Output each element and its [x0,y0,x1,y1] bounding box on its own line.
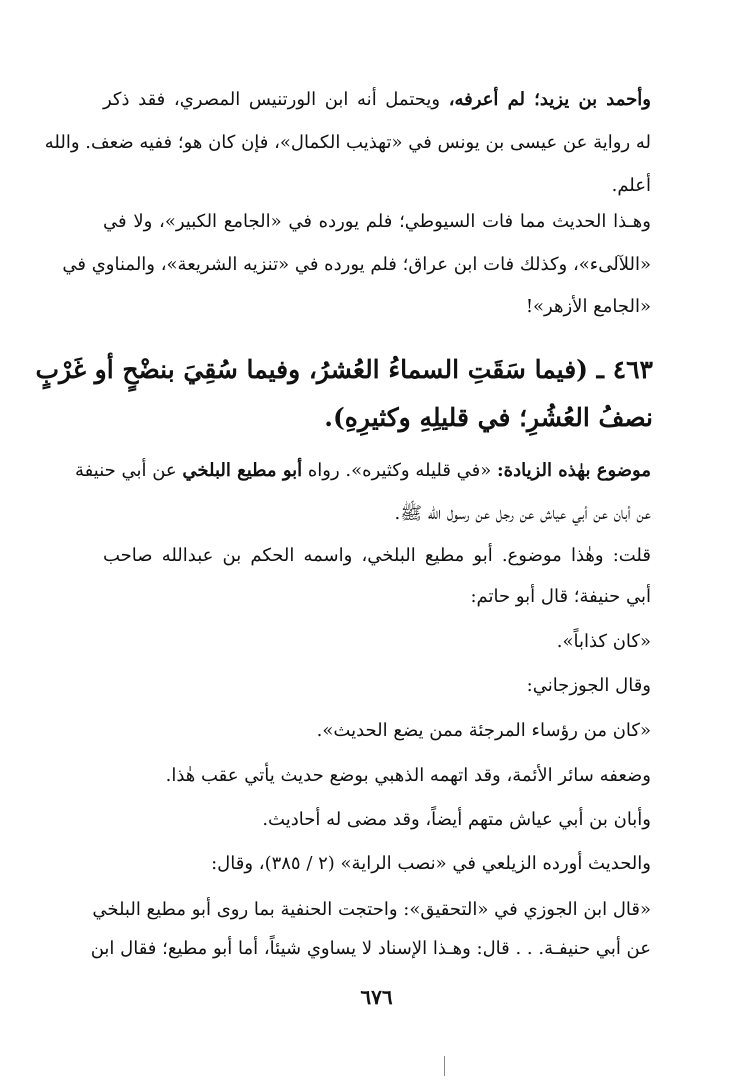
body-line9: وأبان بن أبي عياش متهم أيضاً، وقد مضى له أحاديث. [262,809,651,830]
body-line1-mid: «في قليله وكثيره». رواه [302,460,498,481]
para2-line2: «اللآلىء»، وكذلك فات ابن عراق؛ فلم يورده في «تنزيه الشريعة»، والمناوي في [62,254,651,275]
para1-line1-text: ويحتمل أنه ابن الورتنيس المصري، فقد ذكر [103,89,449,110]
hadith-heading-line2: نصفُ العُشُرِ؛ في قليلِهِ وكثيرِهِ). [324,403,653,432]
body-line2: عن أبان عن أبي عياش عن رجل عن رسول الله ﷺ. [394,503,651,524]
body-line4: أبي حنيفة؛ قال أبو حاتم: [470,586,651,607]
para2-line1: وهـذا الحديث مما فات السيوطي؛ فلم يورده في «الجامع الكبير»، ولا في [103,211,651,232]
body-line12: عن أبي حنيفـة. . . قال: وهـذا الإسناد لا يساوي شيئاً، أما أبو مطيع؛ فقال ابن [90,938,651,959]
body-line1 [75,457,651,485]
body-line10: والحديث أورده الزيلعي في «نصب الراية» (٢ / ٣٨٥)، وقال: [211,853,651,874]
para1-line2: له رواية عن عيسى بن يونس في «تهذيب الكمال»، فإن كان هو؛ ففيه ضعف. والله [44,132,651,153]
para2-line3: «الجامع الأزهر»! [525,296,651,317]
body-line11: «قال ابن الجوزي في «التحقيق»: واحتجت الحنفية بما روى أبو مطيع البلخي [92,899,651,920]
para1-line3: أعلم. [611,175,651,196]
verdict-label: موضوع بهٰذه الزيادة: [497,460,651,481]
hadith-heading-line1: ٤٦٣ ـ (فيما سَقَتِ السماءُ العُشرُ، وفيما سُقِيَ بنضْحٍ أو غَرْبٍ [35,355,653,384]
page-number: ٦٧٦ [360,985,393,1009]
body-line3: قلت: وهٰذا موضوع. أبو مطيع البلخي، واسمه الحكم بن عبدالله صاحب [103,545,651,566]
body-line7: «كان من رؤساء المرجئة ممن يضع الحديث». [316,720,651,741]
body-line1-rest: عن أبي حنيفة [75,460,183,481]
scan-mark [444,1056,445,1076]
para1-line1 [103,86,651,114]
body-line5: «كان كذاباً». [556,631,651,652]
body-line8: وضعفه سائر الأئمة، وقد اتهمه الذهبي بوضع حديث يأتي عقب هٰذا. [165,765,651,786]
narrator-name: وأحمد بن يزيد؛ لم أعرفه، [448,89,651,110]
body-line6: وقال الجوزجاني: [526,675,651,696]
narrator-bold: أبو مطيع البلخي [182,460,303,481]
